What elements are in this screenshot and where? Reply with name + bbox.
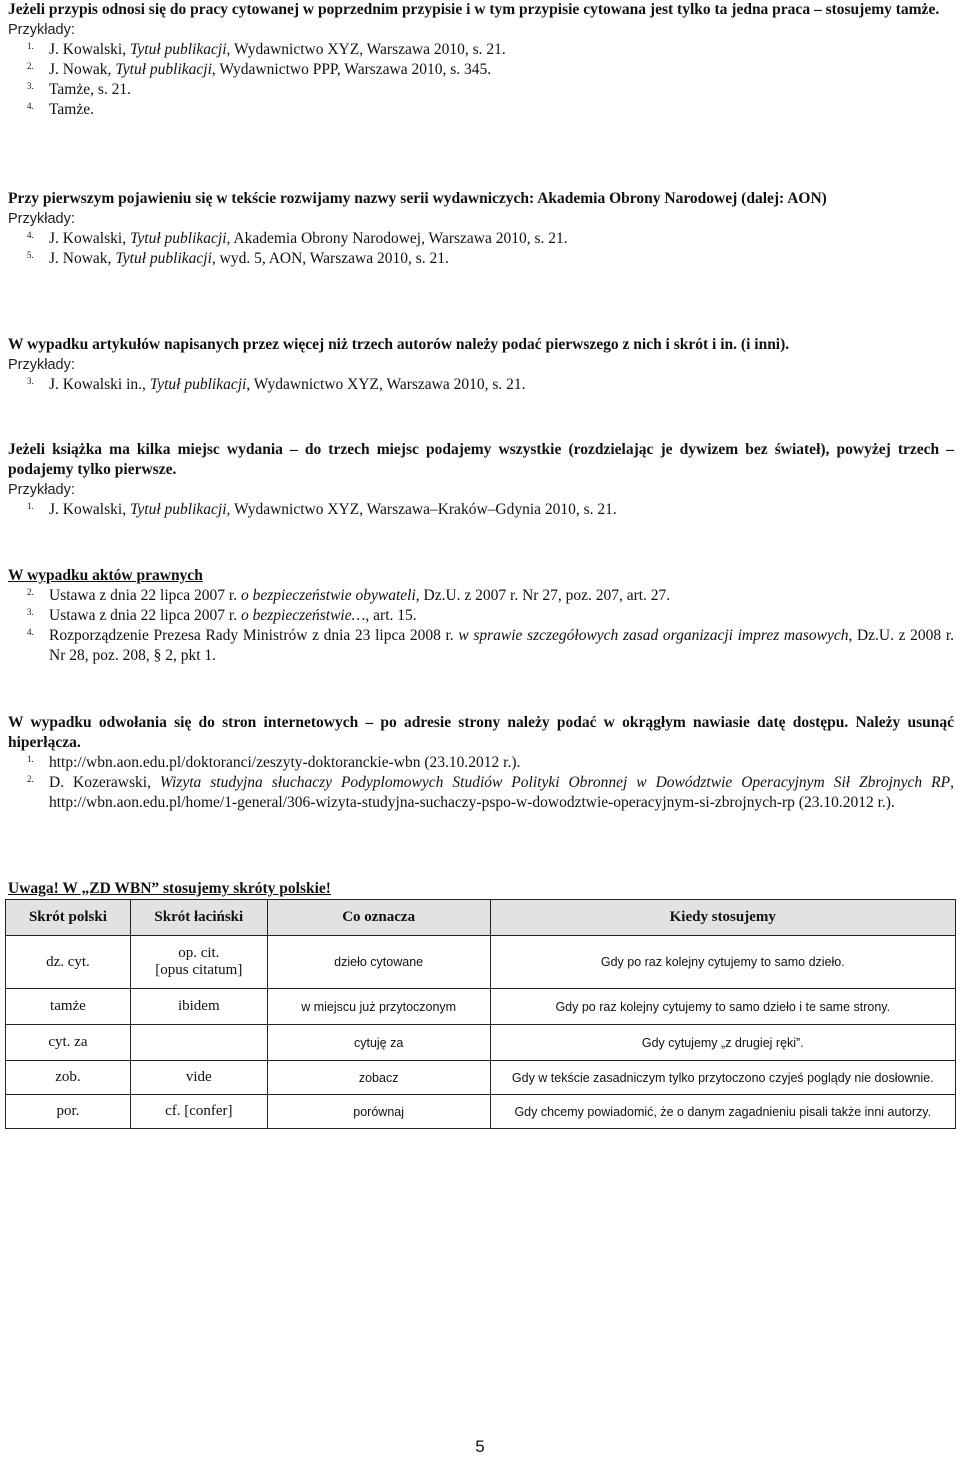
list-item: 5. J. Nowak, Tytuł publikacji, wyd. 5, AON, Warszawa 2010, s. 21. <box>27 250 449 267</box>
table-row: dz. cyt. op. cit. [opus citatum] dzieło cytowane Gdy po raz kolejny cytujemy to samo dzieło. <box>6 936 956 989</box>
examples-label: Przykłady: <box>8 482 75 498</box>
section-tamze <box>8 0 954 120</box>
section-heading: Przy pierwszym pojawieniu się w tekście rozwijamy nazwy serii wydawniczych: Akademia Obrony Narodowej (dalej: AON) <box>8 190 827 207</box>
section-heading: Jeżeli książka ma kilka miejsc wydania – do trzech miejsc podajemy wszystkie (rozdzielając je dywizem bez świateł), powyżej trzech – podajemy tylko pierwsze. <box>8 441 954 478</box>
table-row: por. cf. [confer] porównaj Gdy chcemy powiadomić, że o danym zagadnieniu pisali także inni autorzy. <box>6 1095 956 1129</box>
section-heading: W wypadku aktów prawnych <box>8 567 203 584</box>
list-item: 3. Ustawa z dnia 22 lipca 2007 r. o bezpieczeństwie…, art. 15. <box>27 607 417 624</box>
section-note <box>8 879 954 899</box>
section-series-names <box>8 189 954 269</box>
list-item: 1. http://wbn.aon.edu.pl/doktoranci/zeszyty-doktoranckie-wbn (23.10.2012 r.). <box>27 754 521 771</box>
examples-label: Przykłady: <box>8 211 75 227</box>
section-multiple-authors <box>8 335 954 395</box>
section-legal-acts <box>8 566 954 666</box>
list-item: 3. Tamże, s. 21. <box>27 81 131 98</box>
abbreviations-table <box>5 899 956 1129</box>
section-websites <box>8 713 954 813</box>
section-heading: Jeżeli przypis odnosi się do pracy cytowanej w poprzednim przypisie i w tym przypisie cytowana jest tylko ta jedna praca – stosujemy tamże. <box>8 1 940 18</box>
list-item: 4. J. Kowalski, Tytuł publikacji, Akademia Obrony Narodowej, Warszawa 2010, s. 21. <box>27 230 568 247</box>
table-row: zob. vide zobacz Gdy w tekście zasadniczym tylko przytoczono czyjeś poglądy nie dosłownie. <box>6 1061 956 1095</box>
table-header-row <box>6 900 956 936</box>
column-header: Skrót łaciński <box>130 900 267 936</box>
list-item: 1. J. Kowalski, Tytuł publikacji, Wydawnictwo XYZ, Warszawa–Kraków–Gdynia 2010, s. 21. <box>27 501 617 518</box>
examples-label: Przykłady: <box>8 357 75 373</box>
list-item: 2. J. Nowak, Tytuł publikacji, Wydawnictwo PPP, Warszawa 2010, s. 345. <box>27 61 492 78</box>
section-publication-places <box>8 440 954 520</box>
table-row: tamże ibidem w miejscu już przytoczonym Gdy po raz kolejny cytujemy to samo dzieło i te same strony. <box>6 989 956 1025</box>
section-heading: W wypadku odwołania się do stron internetowych – po adresie strony należy podać w okrągłym nawiasie datę dostępu. Należy usunąć hiperłącza. <box>8 714 954 751</box>
column-header: Kiedy stosujemy <box>490 900 955 936</box>
column-header: Skrót polski <box>6 900 131 936</box>
section-heading: Uwaga! W „ZD WBN” stosujemy skróty polskie! <box>8 880 331 897</box>
table-row: cyt. za cytuję za Gdy cytujemy „z drugiej ręki”. <box>6 1025 956 1061</box>
page-number: 5 <box>475 1437 485 1456</box>
list-item: 4. Rozporządzenie Prezesa Rady Ministrów z dnia 23 lipca 2008 r. w sprawie szczegółowych zasad organizacji imprez masowych, Dz.U. z 2008 r. Nr 28, poz. 208, § 2, pkt 1. <box>27 627 954 664</box>
list-item: 2. Ustawa z dnia 22 lipca 2007 r. o bezpieczeństwie obywateli, Dz.U. z 2007 r. Nr 27, poz. 207, art. 27. <box>27 587 671 604</box>
section-heading: W wypadku artykułów napisanych przez więcej niż trzech autorów należy podać pierwszego z nich i skrót i in. (i inni). <box>8 336 790 353</box>
column-header: Co oznacza <box>267 900 490 936</box>
list-item: 4. Tamże. <box>27 101 94 118</box>
list-item: 2. D. Kozerawski, Wizyta studyjna słuchaczy Podyplomowych Studiów Polityki Obronnej w Dowództwie Operacyjnym Sił Zbrojnych RP, http://wbn.aon.edu.pl/home/1-general/306-wizyta-studyjna-suchaczy-pspo-w-dowodztwie-operacyjnym-si-zbrojnych-rp (23.10.2012 r.). <box>27 774 954 811</box>
examples-label: Przykłady: <box>8 22 75 38</box>
list-item: 1. J. Kowalski, Tytuł publikacji, Wydawnictwo XYZ, Warszawa 2010, s. 21. <box>27 41 506 58</box>
list-item: 3. J. Kowalski in., Tytuł publikacji, Wydawnictwo XYZ, Warszawa 2010, s. 21. <box>27 376 526 393</box>
